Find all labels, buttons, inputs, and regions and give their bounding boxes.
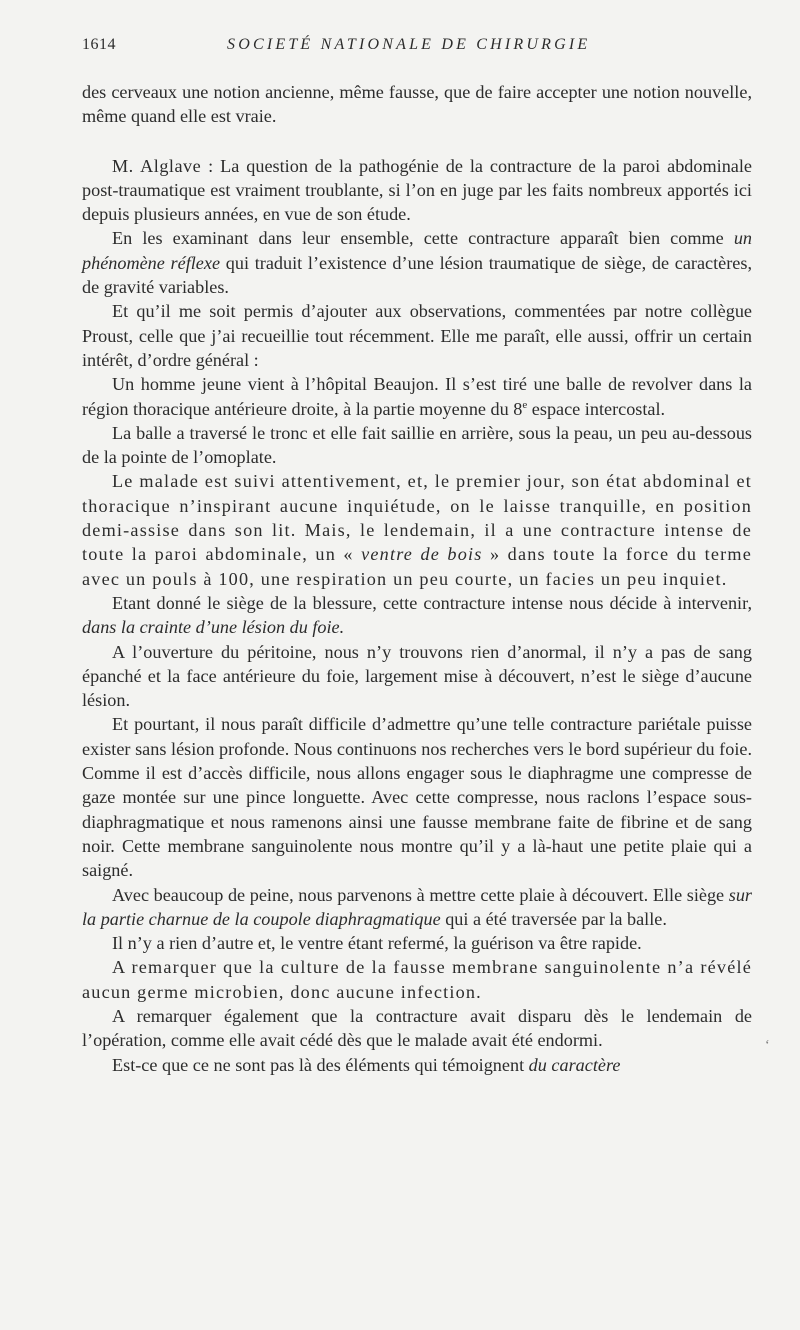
paragraph <box>82 955 752 1004</box>
paragraph-text: : La question de la pathogénie de la contracture de la paroi abdominale post-traumatique est vraiment troublante, si l’on en juge par les faits nombreux apportés ici depuis plusieurs années, en vue de son étude. <box>82 155 752 225</box>
paragraph-text: qui traduit l’existence d’une lésion traumatique de siège, de caractères, de gravité variables. <box>82 252 752 298</box>
emphasis-text: sur la partie charnue de la coupole diaphragmatique <box>82 884 752 929</box>
paragraph-text: Un homme jeune vient à l’hôpital Beaujon. Il s’est tiré une balle de revolver dans la région thoracique antérieure droite, à la partie moyenne du 8 <box>82 374 752 419</box>
paragraph <box>82 931 752 955</box>
paragraph-text: espace intercostal. <box>527 398 666 419</box>
paragraph-text: qui a été traversée par la balle. <box>440 908 667 929</box>
paragraph <box>82 469 752 590</box>
paragraph-text: A remarquer également que la contracture avait disparu dès le lendemain de l’opération, comme elle avait cédé dès que le malade avait été endormi. <box>82 1005 752 1051</box>
speaker-name: M. Alglave <box>112 155 202 176</box>
paragraph-text: Il n’y a rien d’autre et, le ventre étant refermé, la guérison va être rapide. <box>112 933 642 954</box>
paragraph <box>82 226 752 299</box>
paragraph-text: Avec beaucoup de peine, nous parvenons à mettre cette plaie à découvert. Elle siège <box>112 884 729 905</box>
paragraph-alglave-intro <box>82 154 752 227</box>
running-title: SOCIETÉ NATIONALE DE CHIRURGIE <box>227 36 591 53</box>
paragraph <box>82 299 752 372</box>
paragraph-text: » dans toute la force du terme avec un pouls à 100, une respiration un peu courte, un facies un peu inquiet. <box>82 544 752 589</box>
page-header <box>82 36 752 58</box>
paragraph-text: Est-ce que ce ne sont pas là des éléments qui témoignent <box>112 1054 529 1075</box>
paragraph <box>82 421 752 470</box>
paragraph-text: A l’ouverture du péritoine, nous n’y trouvons rien d’anormal, il n’y a pas de sang épanché et la face antérieure du foie, largement mise à découvert, n’est le siège d’aucune lésion. <box>82 641 752 711</box>
paragraph-text: Etant donné le siège de la blessure, cette contracture intense nous décide à intervenir, <box>112 592 752 613</box>
paragraph-text: Et pourtant, il nous paraît difficile d’admettre qu’une telle contracture pariétale puisse exister sans lésion profonde. Nous continuons nos recherches vers le bord supérieur du foie. Comme il est d’accès difficile, nous allons engager sous le diaphragme une compresse de gaze montée sur une pince longuette. Avec cette compresse, nous raclons l’espace sous-diaphragmatique et nous ramenons ainsi une fausse membrane faite de fibrine et de sang noir. Cette membrane sanguinolente nous montre qu’il y a là-haut une petite plaie qui a saigné. <box>82 714 752 881</box>
paragraph-text: A remarquer que la culture de la fausse membrane sanguinolente n’a révélé aucun germe microbien, donc aucune infection. <box>82 957 752 1002</box>
paragraph-final <box>82 1053 752 1077</box>
body-text <box>82 80 752 1077</box>
paragraph <box>82 712 752 882</box>
paragraph <box>82 883 752 932</box>
emphasis-text: dans la crainte d’une lésion du foie. <box>82 617 345 638</box>
paragraph-text: En les examinant dans leur ensemble, cette contracture apparaît bien comme <box>112 228 734 249</box>
paragraph-text: Et qu’il me soit permis d’ajouter aux observations, commentées par notre collègue Proust, celle que j’ai recueillie tout récemment. Elle me paraît, elle aussi, offrir un certain intérêt, d’ordre général : <box>82 301 752 370</box>
emphasis-text: du caractère <box>528 1054 621 1075</box>
paragraph <box>82 640 752 713</box>
page-number: 1614 <box>82 36 116 53</box>
paragraph <box>82 1004 752 1053</box>
emphasis-text: un phénomène réflexe <box>82 228 752 273</box>
emphasis-text: ventre de bois <box>361 544 483 565</box>
paragraph <box>82 372 752 421</box>
paragraph-text: Le malade est suivi attentivement, et, le premier jour, son état abdominal et thoracique n’inspirant aucune inquiétude, on le laisse tranquille, en position demi-assise dans son lit. Mais, le lendemain, il a une contracture intense de toute la paroi abdominale, un « <box>82 471 752 565</box>
superscript: e <box>522 398 528 411</box>
paragraph-text: des cerveaux une notion ancienne, même fausse, que de faire accepter une notion nouvelle, même quand elle est vraie. <box>82 82 752 127</box>
paragraph <box>82 591 752 640</box>
margin-tick-mark: ‘ <box>765 1038 770 1053</box>
paragraph-text: La balle a traversé le tronc et elle fait saillie en arrière, sous la peau, un peu au-dessous de la pointe de l’omoplate. <box>82 422 752 468</box>
paragraph-continuation <box>82 80 752 129</box>
